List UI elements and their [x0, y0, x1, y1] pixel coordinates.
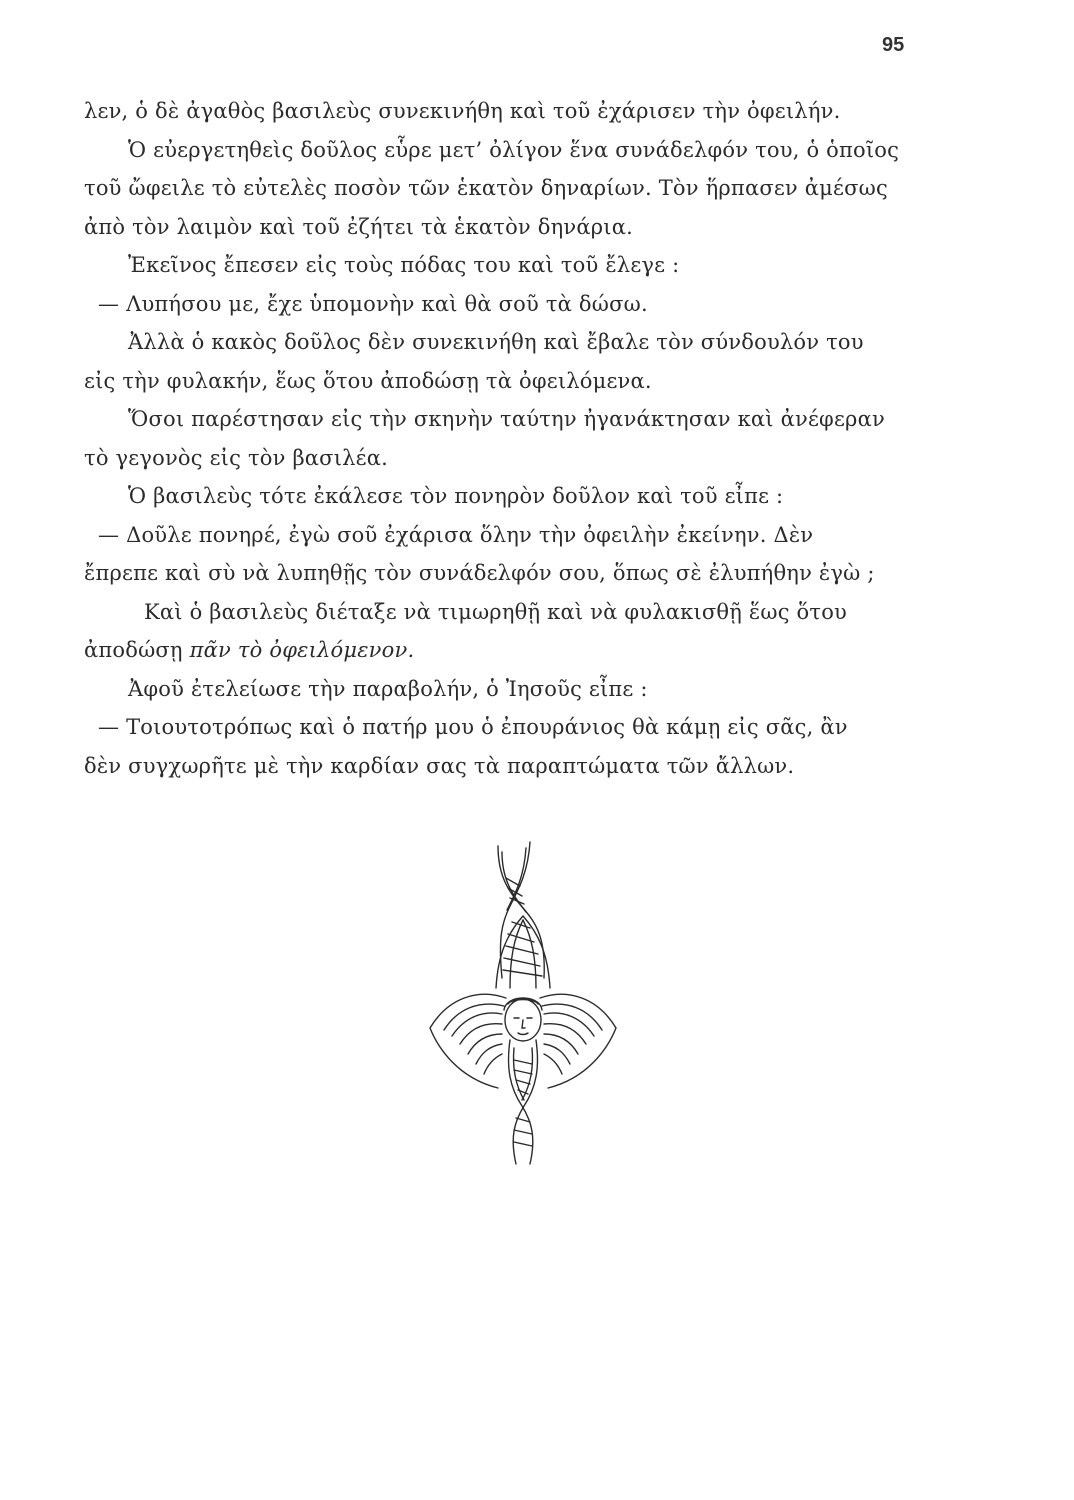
seraph-ornament-icon: [418, 838, 628, 1168]
page-number: 95: [882, 34, 905, 56]
text-line: λεν, ὁ δὲ ἀγαθὸς βασιλεὺς συνεκινήθη καὶ τοῦ ἐχάρισεν τὴν ὀφειλήν.: [84, 99, 841, 123]
text-line: εἰς τὴν φυλακήν, ἕως ὅτου ἀποδώσῃ τὰ ὀφειλόμενα.: [84, 368, 652, 393]
body-text: [84, 92, 924, 785]
text-line: — Δοῦλε πονηρέ, ἐγὼ σοῦ ἐχάρισα ὅλην τὴν ὀφειλὴν ἐκείνην. Δὲν: [98, 522, 814, 547]
text-line: — Τοιουτοτρόπως καὶ ὁ πατήρ μου ὁ ἐπουράνιος θὰ κάμῃ εἰς σᾶς, ἂν: [98, 715, 848, 739]
text-line: τοῦ ὤφειλε τὸ εὐτελὲς ποσὸν τῶν ἑκατὸν δηναρίων. Τὸν ἥρπασεν ἀμέσως: [84, 176, 888, 200]
text-line: Ὁ βασιλεὺς τότε ἐκάλεσε τὸν πονηρὸν δοῦλον καὶ τοῦ εἶπε :: [128, 484, 784, 508]
italic-text: πᾶν τὸ ὀφειλόμενον.: [189, 638, 415, 662]
text-line: Ὅσοι παρέστησαν εἰς τὴν σκηνὴν ταύτην ἠγανάκτησαν καὶ ἀνέφεραν: [128, 407, 885, 431]
text-line: Ἐκεῖνος ἔπεσεν εἰς τοὺς πόδας του καὶ τοῦ ἔλεγε :: [128, 253, 680, 277]
text-line: ἔπρεπε καὶ σὺ νὰ λυπηθῇς τὸν συνάδελφόν σου, ὅπως σὲ ἐλυπήθην ἐγὼ ;: [84, 561, 875, 585]
text-line: τὸ γεγονὸς εἰς τὸν βασιλέα.: [84, 445, 388, 470]
text-line: — Λυπήσου με, ἔχε ὑπομονὴν καὶ θὰ σοῦ τὰ δώσω.: [98, 291, 648, 316]
text-line: Ἀλλὰ ὁ κακὸς δοῦλος δὲν συνεκινήθη καὶ ἔβαλε τὸν σύνδουλόν του: [128, 330, 864, 354]
text-line: Καὶ ὁ βασιλεὺς διέταξε νὰ τιμωρηθῇ καὶ νὰ φυλακισθῇ ἕως ὅτου: [144, 599, 848, 624]
text-line: [84, 631, 924, 670]
text-line: Ἀφοῦ ἐτελείωσε τὴν παραβολήν, ὁ Ἰησοῦς εἶπε :: [128, 676, 648, 701]
text-line: ἀπὸ τὸν λαιμὸν καὶ τοῦ ἐζήτει τὰ ἑκατὸν δηνάρια.: [84, 214, 633, 239]
text-segment: ἀποδώσῃ: [84, 638, 190, 662]
text-line: Ὁ εὐεργετηθεὶς δοῦλος εὗρε μετ’ ὀλίγον ἕνα συνάδελφόν του, ὁ ὁποῖος: [128, 137, 900, 162]
text-line: δὲν συγχωρῆτε μὲ τὴν καρδίαν σας τὰ παραπτώματα τῶν ἄλλων.: [84, 753, 795, 778]
